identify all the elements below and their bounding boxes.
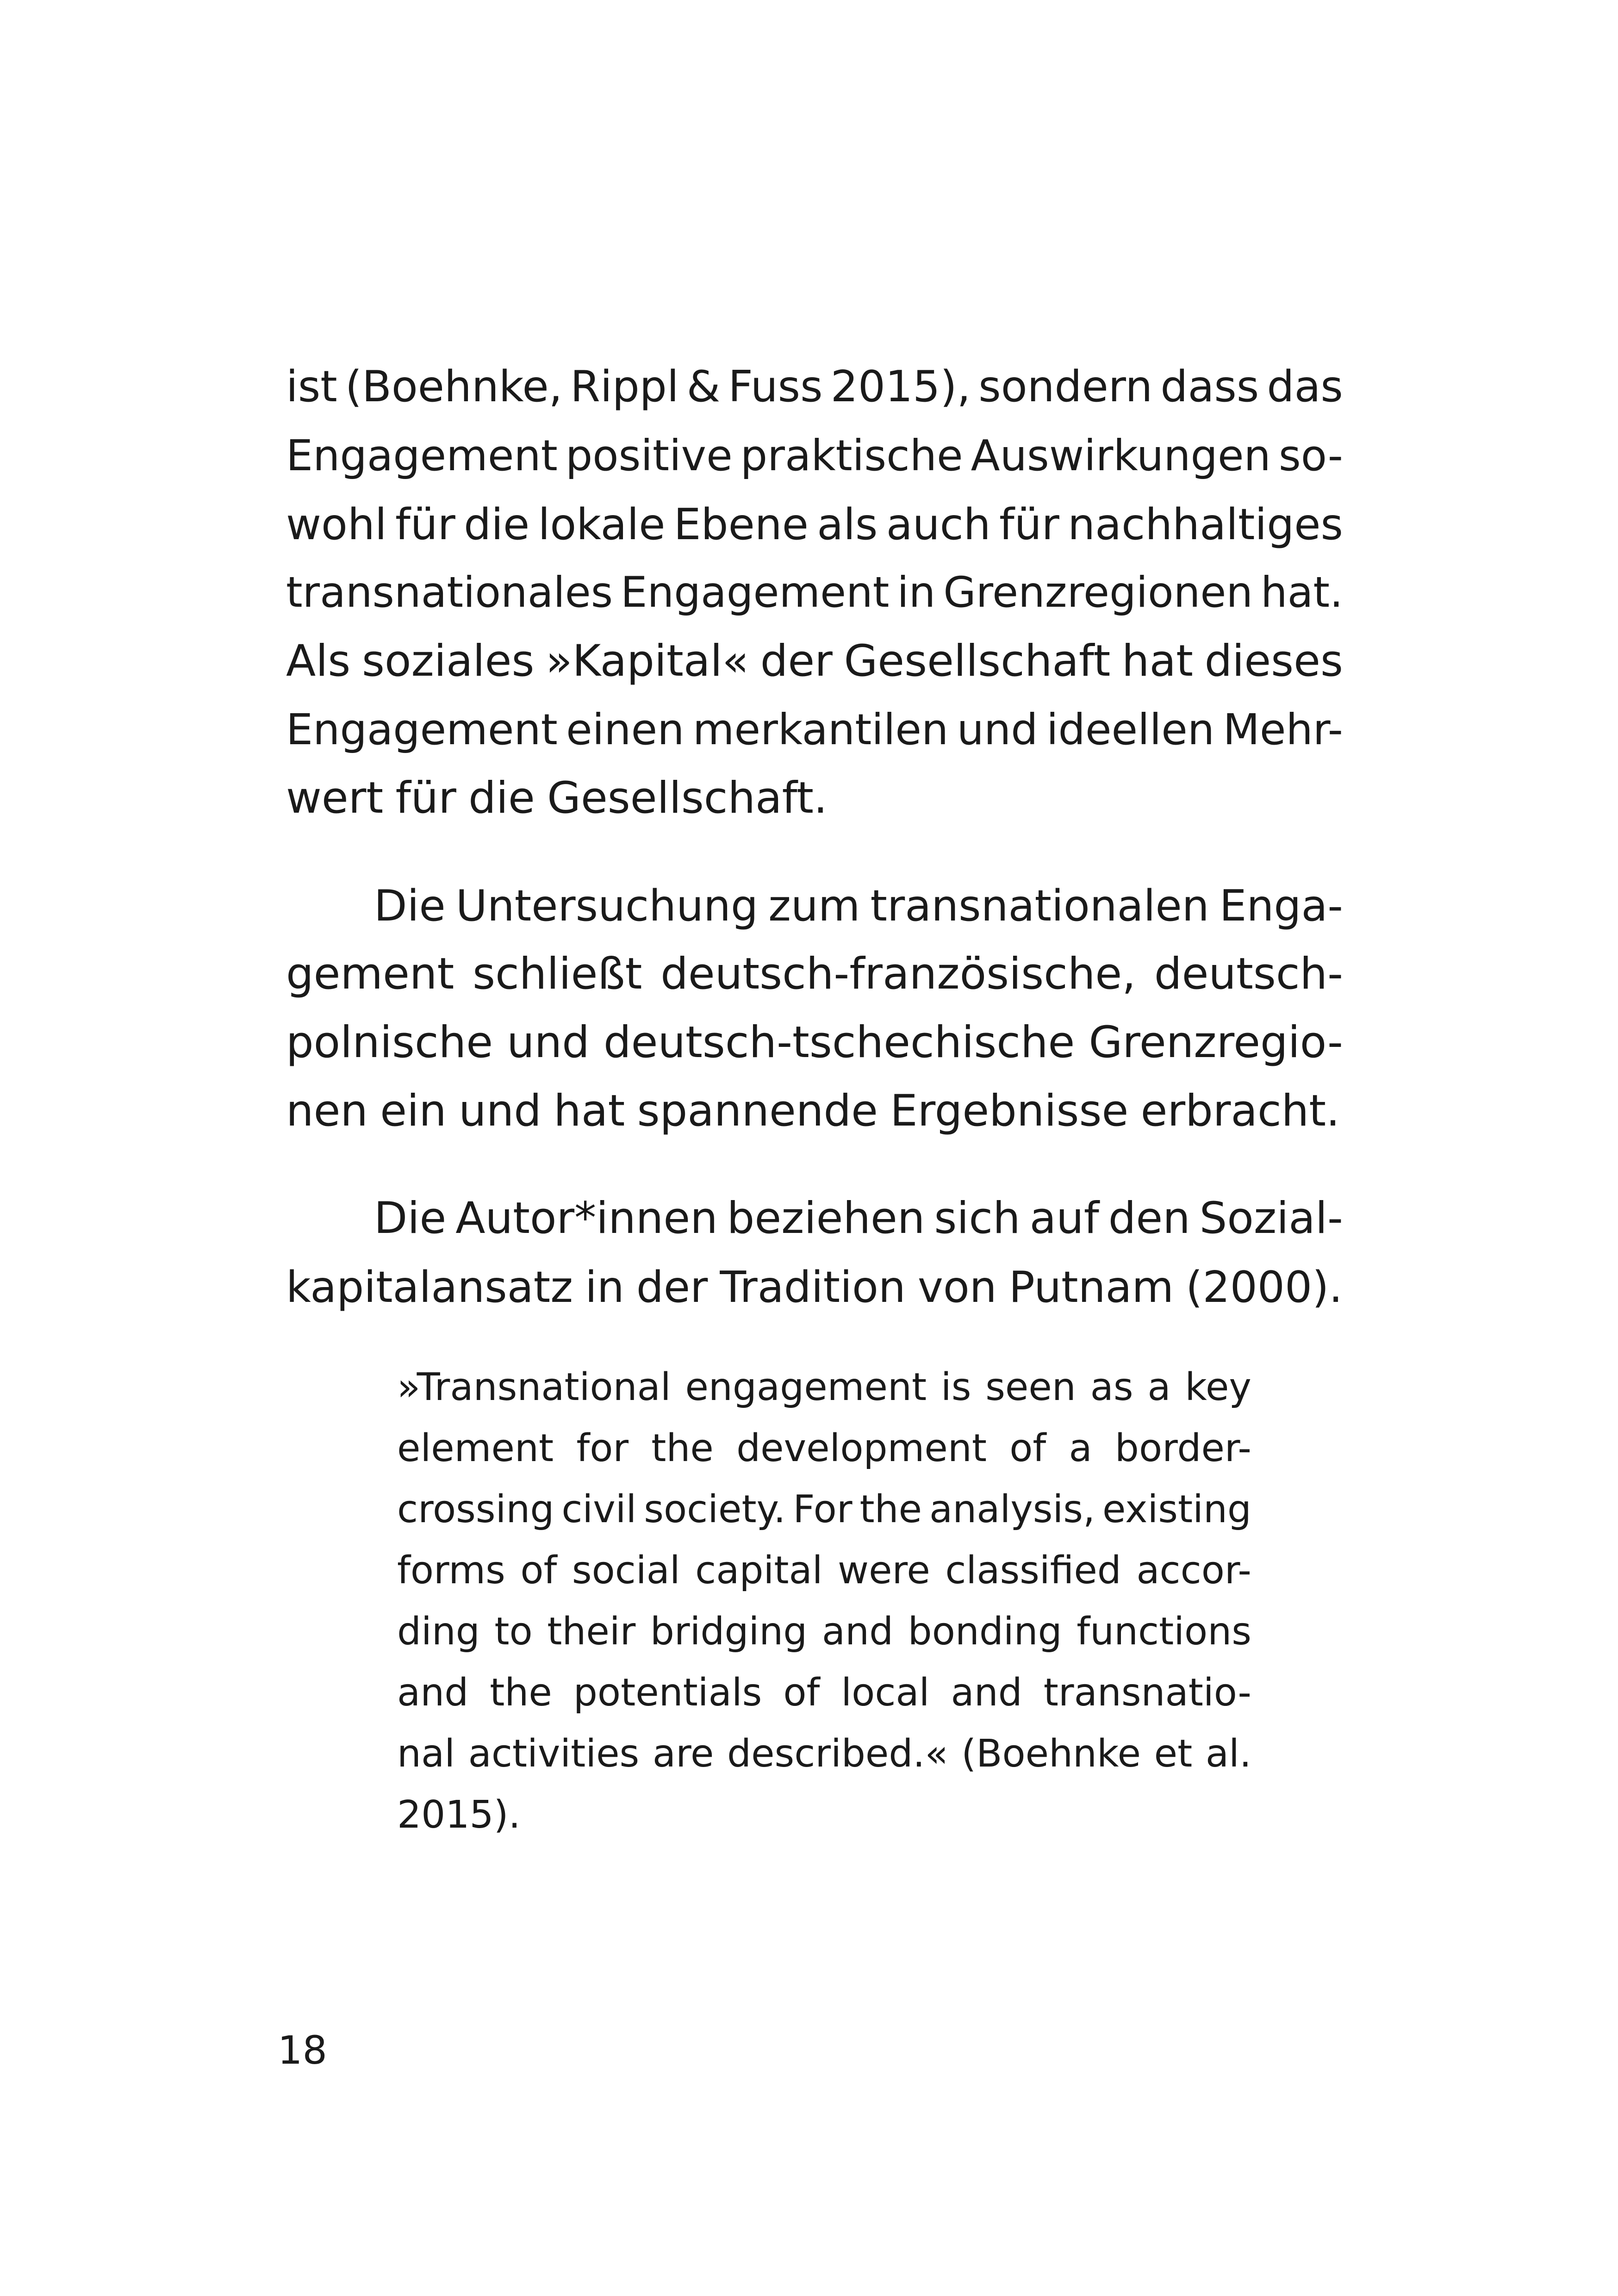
body-line: Engagement positive praktische Auswirkungen so- <box>286 431 1343 480</box>
body-line: ist (Boehnke, Rippl & Fuss 2015), sondern dass das <box>286 361 1343 411</box>
blockquote-line: ding to their bridging and bonding functions <box>397 1610 1251 1654</box>
body-line: wert für die Gesellschaft. <box>286 773 828 823</box>
body-line: Als soziales »Kapital« der Gesellschaft hat dieses <box>286 636 1343 686</box>
blockquote-line: forms of social capital were classified accor- <box>397 1549 1251 1593</box>
body-line: Die Untersuchung zum transnationalen Enga- <box>374 881 1343 931</box>
blockquote-line: »Transnational engagement is seen as a key <box>397 1365 1251 1409</box>
page-number: 18 <box>278 2028 327 2073</box>
blockquote-line: 2015). <box>397 1793 521 1837</box>
body-line: Die Autor*innen beziehen sich auf den Sozial- <box>374 1193 1343 1244</box>
body-line: gement schließt deutsch-französische, deutsch- <box>286 949 1343 999</box>
blockquote-line: nal activities are described.« (Boehnke et al. <box>397 1732 1251 1776</box>
body-line: nen ein und hat spannende Ergebnisse erbracht. <box>286 1086 1340 1136</box>
body-line: kapitalansatz in der Tradition von Putnam (2000). <box>286 1262 1343 1312</box>
blockquote-line: element for the development of a border- <box>397 1426 1251 1470</box>
body-line: polnische und deutsch-tschechische Grenzregio- <box>286 1017 1343 1068</box>
blockquote-line: crossing civil society. For the analysis, existing <box>397 1487 1251 1531</box>
body-line: transnationales Engagement in Grenzregionen hat. <box>286 568 1343 617</box>
body-line: wohl für die lokale Ebene als auch für nachhaltiges <box>286 499 1343 549</box>
body-line: Engagement einen merkantilen und ideellen Mehr- <box>286 705 1343 754</box>
blockquote-line: and the potentials of local and transnatio- <box>397 1671 1251 1715</box>
